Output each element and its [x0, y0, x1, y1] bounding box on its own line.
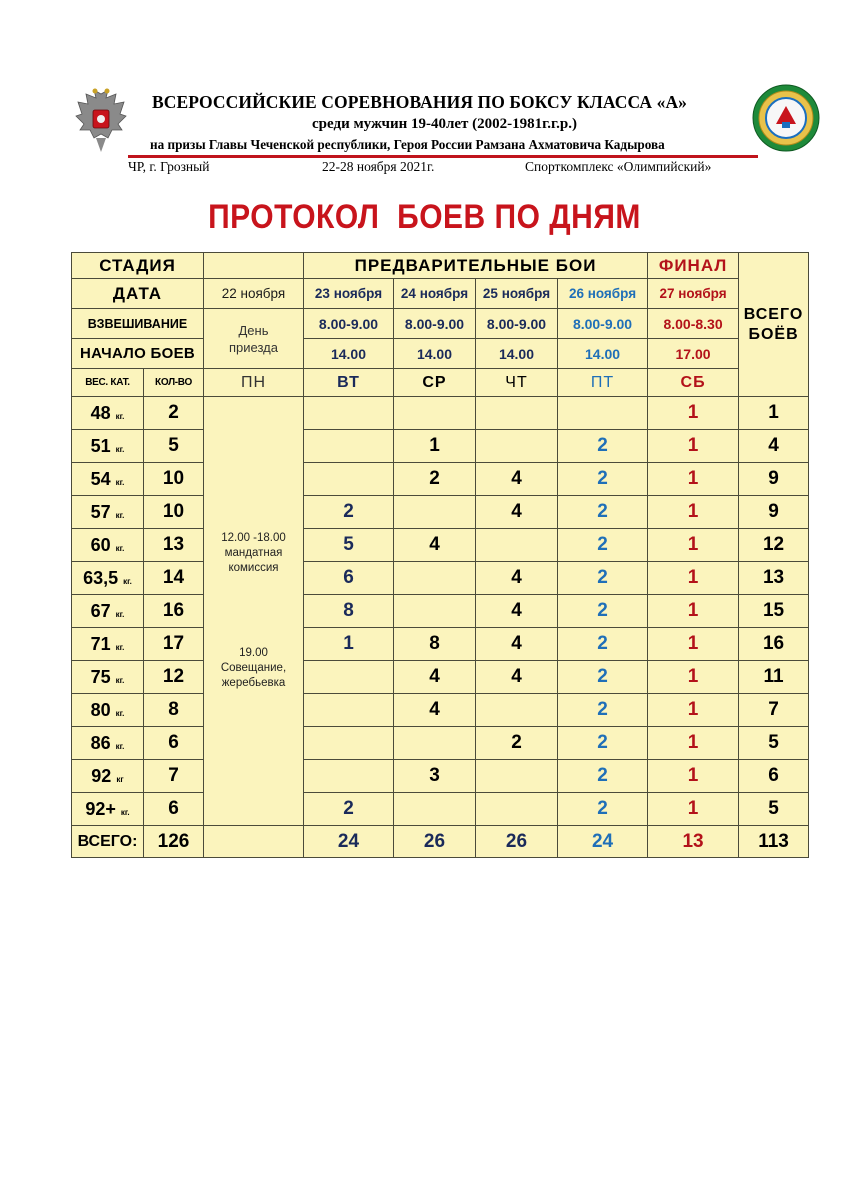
fights-day-cell [394, 727, 476, 760]
header-location: ЧР, г. Грозный [128, 159, 210, 174]
weight-class-cell [72, 727, 144, 760]
weight-class-cell [72, 496, 144, 529]
fights-day-cell [304, 397, 394, 430]
fights-day-cell: 4 [394, 661, 476, 694]
weight-unit: кг. [123, 576, 132, 586]
day1-notes [204, 397, 304, 826]
fights-day-cell: 1 [648, 529, 739, 562]
fights-day-cell: 1 [648, 562, 739, 595]
date-cell: 24 ноября [394, 279, 476, 309]
fights-day-cell: 8 [394, 628, 476, 661]
fights-day-cell: 3 [394, 760, 476, 793]
weight-value: 92 [91, 765, 112, 786]
fights-day-cell: 4 [394, 694, 476, 727]
fights-day-cell [304, 760, 394, 793]
chechen-republic-seal-icon [752, 84, 820, 152]
start-time: 14.00 [558, 339, 648, 369]
participants-count: 6 [144, 793, 204, 826]
fights-day-cell [476, 793, 558, 826]
fights-day-cell [476, 430, 558, 463]
header-venue: Спорткомплекс «Олимпийский» [525, 159, 712, 174]
weekday-row [72, 369, 809, 397]
final-label: ФИНАЛ [648, 253, 739, 279]
weight-class-row [72, 727, 809, 760]
start-time: 17.00 [648, 339, 739, 369]
weight-class-cell [72, 793, 144, 826]
fights-day-cell: 2 [558, 595, 648, 628]
fights-day-cell [476, 760, 558, 793]
fights-day-cell [394, 496, 476, 529]
fights-day-cell: 4 [476, 628, 558, 661]
fights-day-cell: 2 [558, 793, 648, 826]
weight-unit: кг. [115, 675, 125, 685]
fights-day-cell: 5 [304, 529, 394, 562]
document-header [0, 0, 849, 185]
weight-value: 92+ [85, 798, 116, 819]
participants-count: 10 [144, 463, 204, 496]
fights-day-cell: 1 [648, 661, 739, 694]
totals-day: 26 [476, 826, 558, 858]
weight-class-row [72, 595, 809, 628]
fights-day-cell [304, 661, 394, 694]
weight-unit: кг. [115, 510, 125, 520]
participants-count: 16 [144, 595, 204, 628]
row-total-cell: 16 [739, 628, 809, 661]
fights-day-cell: 2 [476, 727, 558, 760]
totals-row [72, 826, 809, 858]
weight-class-row [72, 661, 809, 694]
weigh-in-row [72, 309, 809, 339]
row-total-cell: 11 [739, 661, 809, 694]
totals-day: 24 [558, 826, 648, 858]
weight-value: 48 [90, 402, 111, 423]
header-line-2: среди мужчин 19-40лет (2002-1981г.г.р.) [312, 116, 577, 132]
header-divider [128, 155, 758, 158]
header-line-1: ВСЕРОССИЙСКИЕ СОРЕВНОВАНИЯ ПО БОКСУ КЛАССА «А» [152, 92, 688, 112]
fights-day-cell: 2 [304, 793, 394, 826]
weekday-cell: СР [394, 369, 476, 397]
fights-day-cell [476, 694, 558, 727]
fights-day-cell [304, 463, 394, 496]
weigh-time: 8.00-8.30 [648, 309, 739, 339]
weigh-time: 8.00-9.00 [394, 309, 476, 339]
header-line-3: на призы Главы Чеченской республики, Героя России Рамзана Ахматовича Кадырова [150, 137, 665, 152]
fights-day-cell [476, 397, 558, 430]
fights-day-cell: 2 [558, 694, 648, 727]
fights-day-cell: 1 [648, 628, 739, 661]
weight-class-cell [72, 562, 144, 595]
date-cell: 26 ноября [558, 279, 648, 309]
row-total-cell: 5 [739, 793, 809, 826]
weight-class-row [72, 496, 809, 529]
weekday-cell: СБ [648, 369, 739, 397]
fights-day-cell [394, 793, 476, 826]
participants-count: 2 [144, 397, 204, 430]
fights-day-cell: 4 [476, 595, 558, 628]
participants-count: 13 [144, 529, 204, 562]
row-total-cell: 12 [739, 529, 809, 562]
fights-day-cell: 1 [648, 397, 739, 430]
weight-class-row [72, 694, 809, 727]
weight-unit: кг. [120, 807, 130, 817]
fights-day-cell: 2 [558, 760, 648, 793]
weight-class-row [72, 760, 809, 793]
fights-day-cell: 4 [476, 562, 558, 595]
date-row [72, 279, 809, 309]
participants-count: 12 [144, 661, 204, 694]
weight-value: 75 [90, 666, 111, 687]
weight-class-cell [72, 595, 144, 628]
empty-cell [204, 253, 304, 279]
weight-class-cell [72, 397, 144, 430]
weight-unit: кг. [115, 477, 125, 487]
total-fights-header: ВСЕГО БОЁВ [739, 253, 809, 397]
draw-meeting-note: 19.00 Совещание, жеребьевка [220, 647, 287, 689]
weigh-time: 8.00-9.00 [558, 309, 648, 339]
empty-cell [204, 826, 304, 858]
weigh-time: 8.00-9.00 [476, 309, 558, 339]
date-cell: 23 ноября [304, 279, 394, 309]
weight-unit: кг. [115, 642, 125, 652]
weight-class-row [72, 628, 809, 661]
weight-class-cell [72, 760, 144, 793]
fights-day-cell: 1 [648, 793, 739, 826]
weight-unit: кг. [115, 609, 125, 619]
weight-class-cell [72, 661, 144, 694]
row-total-cell: 9 [739, 496, 809, 529]
totals-day: 13 [648, 826, 739, 858]
weight-value: 67 [90, 600, 111, 621]
stage-label: СТАДИЯ [72, 253, 204, 279]
fights-day-cell: 2 [558, 727, 648, 760]
fights-day-cell: 1 [648, 430, 739, 463]
weigh-in-label: ВЗВЕШИВАНИЕ [72, 309, 204, 339]
weight-unit: кг. [115, 708, 125, 718]
fights-day-cell: 4 [476, 661, 558, 694]
fights-day-cell [476, 529, 558, 562]
fights-day-cell: 2 [558, 496, 648, 529]
weight-class-row [72, 430, 809, 463]
row-total-cell: 1 [739, 397, 809, 430]
count-col-header: КОЛ-ВО [144, 369, 204, 397]
weight-value: 80 [90, 699, 111, 720]
date-cell: 25 ноября [476, 279, 558, 309]
weight-class-row [72, 397, 809, 430]
row-total-cell: 4 [739, 430, 809, 463]
weigh-time: 8.00-9.00 [304, 309, 394, 339]
totals-day: 24 [304, 826, 394, 858]
weight-value: 57 [90, 501, 111, 522]
weight-unit: кг. [115, 444, 125, 454]
weight-value: 60 [90, 534, 111, 555]
weight-unit: кг [116, 774, 124, 784]
weight-class-row [72, 793, 809, 826]
fights-day-cell: 6 [304, 562, 394, 595]
row-total-cell: 7 [739, 694, 809, 727]
date-cell: 22 ноября [204, 279, 304, 309]
fights-day-cell: 4 [476, 496, 558, 529]
weekday-cell: ПН [204, 369, 304, 397]
weight-class-cell [72, 430, 144, 463]
weight-value: 86 [90, 732, 111, 753]
participants-count: 10 [144, 496, 204, 529]
weight-col-header: ВЕС. КАТ. [72, 369, 144, 397]
fights-day-cell: 1 [304, 628, 394, 661]
weekday-cell: ПТ [558, 369, 648, 397]
fights-day-cell: 8 [304, 595, 394, 628]
row-total-cell: 9 [739, 463, 809, 496]
fights-day-cell: 2 [558, 463, 648, 496]
start-row [72, 339, 809, 369]
totals-grand: 113 [739, 826, 809, 858]
start-label: НАЧАЛО БОЕВ [72, 339, 204, 369]
fights-day-cell: 2 [558, 661, 648, 694]
document-title: ПРОТОКОЛ БОЕВ ПО ДНЯМ [208, 198, 641, 236]
fights-day-cell: 4 [394, 529, 476, 562]
fights-day-cell [394, 562, 476, 595]
weight-unit: кг. [115, 741, 125, 751]
participants-count: 14 [144, 562, 204, 595]
participants-count: 5 [144, 430, 204, 463]
weight-value: 71 [90, 633, 111, 654]
fights-day-cell: 1 [648, 595, 739, 628]
weight-value: 54 [90, 468, 111, 489]
fights-day-cell: 2 [558, 430, 648, 463]
weekday-cell: ЧТ [476, 369, 558, 397]
stage-row [72, 253, 809, 279]
totals-label: ВСЕГО: [72, 826, 144, 858]
weight-class-row [72, 529, 809, 562]
prelim-label: ПРЕДВАРИТЕЛЬНЫЕ БОИ [304, 253, 648, 279]
weight-class-row [72, 463, 809, 496]
row-total-cell: 15 [739, 595, 809, 628]
weight-unit: кг. [115, 411, 125, 421]
totals-count: 126 [144, 826, 204, 858]
fights-day-cell: 1 [648, 463, 739, 496]
row-total-cell: 13 [739, 562, 809, 595]
start-time: 14.00 [476, 339, 558, 369]
participants-count: 8 [144, 694, 204, 727]
row-total-cell: 6 [739, 760, 809, 793]
weekday-cell: ВТ [304, 369, 394, 397]
weight-class-cell [72, 529, 144, 562]
start-time: 14.00 [304, 339, 394, 369]
fights-day-cell: 1 [648, 727, 739, 760]
fights-day-cell: 2 [394, 463, 476, 496]
fights-day-cell: 2 [558, 562, 648, 595]
fights-day-cell [304, 694, 394, 727]
mandate-commission-note: 12.00 -18.00 мандатная комиссия [221, 532, 286, 574]
weight-class-cell [72, 694, 144, 727]
fights-day-cell: 1 [648, 694, 739, 727]
fights-day-cell [394, 397, 476, 430]
fights-day-cell: 2 [558, 628, 648, 661]
weight-unit: кг. [115, 543, 125, 553]
date-label: ДАТА [72, 279, 204, 309]
fights-day-cell [304, 430, 394, 463]
participants-count: 17 [144, 628, 204, 661]
start-time: 14.00 [394, 339, 476, 369]
fights-day-cell [304, 727, 394, 760]
weight-class-cell [72, 463, 144, 496]
fights-day-cell: 4 [476, 463, 558, 496]
fights-day-cell: 1 [648, 496, 739, 529]
weight-class-cell [72, 628, 144, 661]
participants-count: 7 [144, 760, 204, 793]
weight-class-rows [72, 397, 809, 826]
date-cell: 27 ноября [648, 279, 739, 309]
weight-value: 63,5 [83, 567, 119, 588]
totals-day: 26 [394, 826, 476, 858]
header-dates: 22-28 ноября 2021г. [322, 159, 435, 174]
arrival-day-note: День приезда [204, 309, 304, 369]
row-total-cell: 5 [739, 727, 809, 760]
fights-day-cell: 1 [394, 430, 476, 463]
fights-day-cell: 2 [558, 529, 648, 562]
fights-schedule-table [71, 252, 809, 858]
fights-day-cell [558, 397, 648, 430]
fights-day-cell: 1 [648, 760, 739, 793]
weight-value: 51 [90, 435, 111, 456]
fights-day-cell: 2 [304, 496, 394, 529]
weight-class-row [72, 562, 809, 595]
participants-count: 6 [144, 727, 204, 760]
fights-day-cell [394, 595, 476, 628]
